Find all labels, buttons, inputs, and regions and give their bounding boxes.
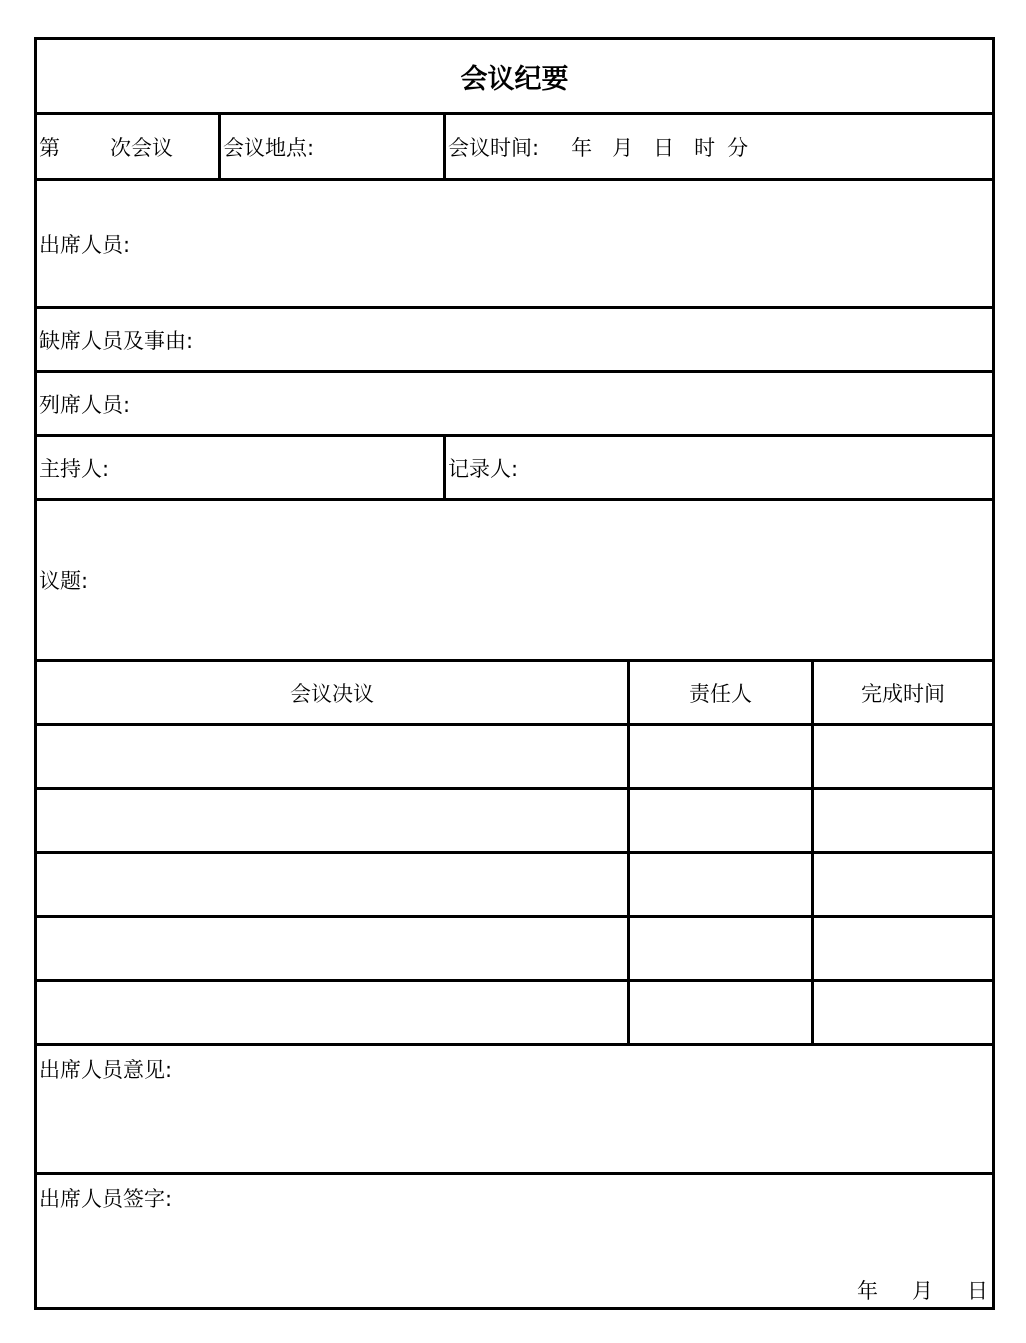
session-suffix: 次会议 <box>110 135 173 160</box>
completion-time-cell[interactable] <box>814 982 992 1043</box>
time-day: 日 <box>653 135 675 160</box>
time-minute: 分 <box>727 135 749 160</box>
session-number-cell[interactable] <box>37 115 221 178</box>
host-cell[interactable] <box>37 437 446 498</box>
signature-month: 月 <box>912 1279 933 1303</box>
responsible-cell[interactable] <box>630 918 814 979</box>
table-row <box>37 854 992 918</box>
attendees-label: 出席人员: <box>39 232 131 257</box>
opinions-row <box>37 1046 992 1175</box>
time-year: 年 <box>571 135 593 160</box>
topic-cell[interactable] <box>37 501 992 659</box>
recorder-cell[interactable] <box>446 437 992 498</box>
opinions-cell[interactable] <box>37 1046 992 1172</box>
absent-row <box>37 309 992 373</box>
signature-date <box>857 1275 988 1305</box>
completion-time-header: 完成时间 <box>861 681 945 706</box>
signature-cell[interactable] <box>37 1175 992 1307</box>
table-row <box>37 790 992 854</box>
host-recorder-row <box>37 437 992 501</box>
meeting-info-row <box>37 115 992 181</box>
resolution-header: 会议决议 <box>37 662 630 723</box>
observers-row <box>37 373 992 437</box>
title-row <box>37 40 992 115</box>
attendees-row <box>37 181 992 309</box>
meeting-minutes-form <box>34 37 995 1310</box>
table-row <box>37 918 992 982</box>
signature-label: 出席人员签字: <box>39 1187 173 1211</box>
responsible-cell[interactable] <box>630 790 814 851</box>
completion-time-cell[interactable] <box>814 790 992 851</box>
responsible-cell[interactable] <box>630 854 814 915</box>
absent-label: 缺席人员及事由: <box>39 328 194 353</box>
form-title: 会议纪要 <box>460 63 569 95</box>
absent-cell[interactable] <box>37 309 992 370</box>
topic-label: 议题: <box>39 569 89 593</box>
time-label: 会议时间: <box>448 135 540 160</box>
opinions-label: 出席人员意见: <box>39 1058 173 1082</box>
time-cell[interactable] <box>446 115 992 178</box>
session-prefix: 第 <box>39 135 60 160</box>
table-row <box>37 982 992 1046</box>
observers-cell[interactable] <box>37 373 992 434</box>
signature-day: 日 <box>967 1279 988 1303</box>
completion-time-cell[interactable] <box>814 726 992 787</box>
attendees-cell[interactable] <box>37 181 992 306</box>
responsible-cell[interactable] <box>630 726 814 787</box>
completion-time-cell[interactable] <box>814 854 992 915</box>
recorder-label: 记录人: <box>448 456 519 481</box>
completion-time-cell[interactable] <box>814 918 992 979</box>
resolution-cell[interactable] <box>37 790 630 851</box>
resolution-cell[interactable] <box>37 982 630 1043</box>
time-hour: 时 <box>694 135 716 160</box>
responsible-header: 责任人 <box>630 662 814 723</box>
time-month: 月 <box>612 135 634 160</box>
location-cell[interactable] <box>221 115 446 178</box>
resolution-cell[interactable] <box>37 918 630 979</box>
resolution-cell[interactable] <box>37 726 630 787</box>
host-label: 主持人: <box>39 456 110 481</box>
observers-label: 列席人员: <box>39 392 131 417</box>
location-label: 会议地点: <box>223 135 315 160</box>
signature-row <box>37 1175 992 1307</box>
resolution-cell[interactable] <box>37 854 630 915</box>
signature-year: 年 <box>857 1279 878 1303</box>
resolution-header-row <box>37 662 992 726</box>
topic-row <box>37 501 992 662</box>
table-row <box>37 726 992 790</box>
responsible-cell[interactable] <box>630 982 814 1043</box>
